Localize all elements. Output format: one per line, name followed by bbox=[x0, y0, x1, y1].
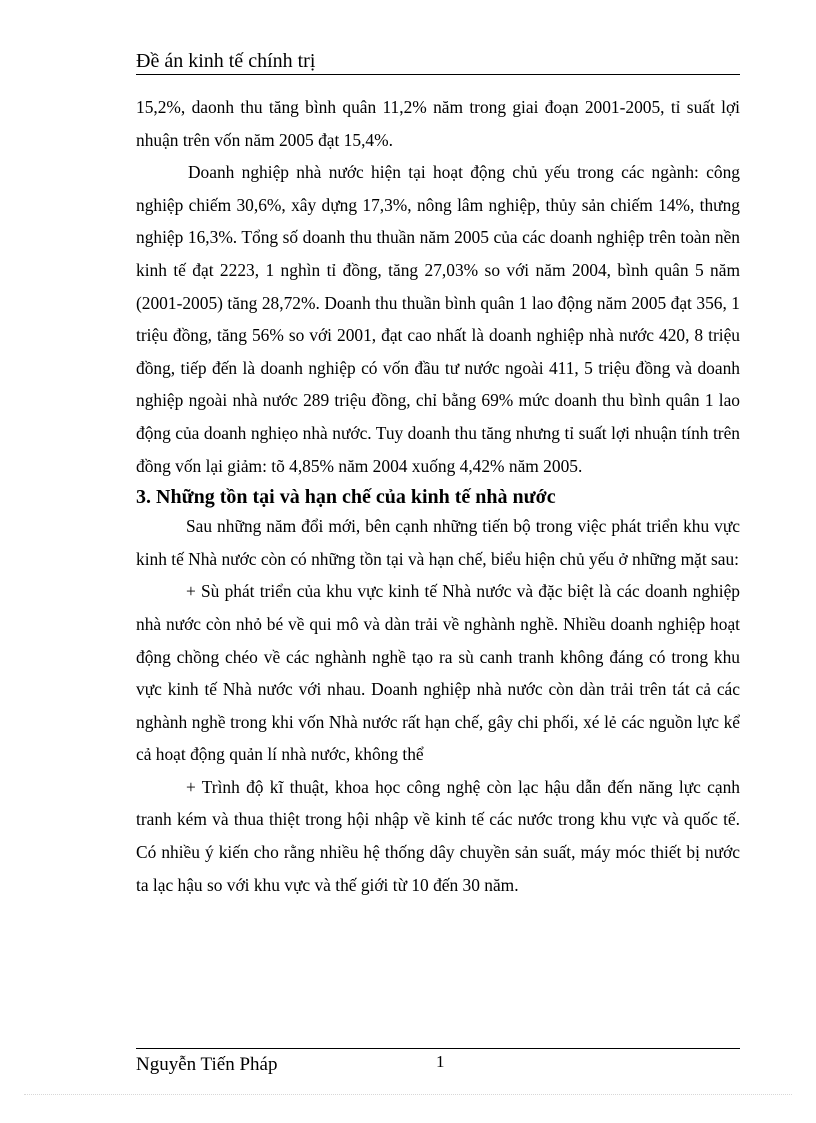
page-edge-divider bbox=[24, 1094, 792, 1095]
paragraph-limitation-technology: + Trình độ kĩ thuật, khoa học công nghệ còn lạc hậu dẫn đến năng lực cạnh tranh kém và thua thiệt trong hội nhập về kinh tế các nước trong khu vực và quốc tế. Có nhiều ý kiến cho rằng nhiều hệ thống dây chuyền sản suất, máy móc thiết bị nước ta lạc hậu so với khu vực và thế giới từ 10 đến 30 năm. bbox=[136, 776, 740, 895]
page-footer bbox=[136, 1048, 740, 1079]
paragraph-limitation-scale: + Sù phát triển của khu vực kinh tế Nhà nước và đặc biệt là các doanh nghiệp nhà nước còn nhỏ bé về qui mô và dàn trải về nghành nghề. Nhiều doanh nghiệp hoạt động chồng chéo về các nghành nghề tạo ra sù canh tranh không đáng có trong khu vực kinh tế Nhà nước với nhau. Doanh nghiệp nhà nước còn dàn trải trên tát cả các nghành nghề trong khi vốn Nhà nước rất hạn chế, gây chi phối, xé lẻ các nguồn lực kể cả hoạt động quản lí nhà nước, không thể bbox=[136, 581, 740, 765]
paragraph-revenue-growth: 15,2%, daonh thu tăng bình quân 11,2% năm trong giai đoạn 2001-2005, tỉ suất lợi nhuận trên vốn năm 2005 đạt 15,4%. bbox=[136, 97, 740, 150]
author-name: Nguyễn Tiến Pháp bbox=[136, 1054, 278, 1075]
paragraph-state-enterprise-sectors: Doanh nghiệp nhà nước hiện tại hoạt động chủ yếu trong các ngành: công nghiệp chiếm 30,6%, xây dựng 17,3%, nông lâm nghiệp, thủy sản chiếm 14%, thưng nghiệp 16,3%. Tổng số doanh thu thuần năm 2005 của các doanh nghiệp trên toàn nền kinh tế đạt 2223, 1 nghìn tỉ đồng, tăng 27,03% so với năm 2004, bình quân 5 năm (2001-2005) tăng 28,72%. Doanh thu thuần bình quân 1 lao động năm 2005 đạt 356, 1 triệu đồng, tăng 56% so với 2001, đạt cao nhất là doanh nghiệp nhà nước 420, 8 triệu đồng, tiếp đến là doanh nghiệp có vốn đầu tư nước ngoài 411, 5 triệu đồng và doanh nghiệp ngoài nhà nước 289 triệu đồng, chỉ bằng 69% mức doanh thu bình quân 1 lao động của doanh nghiẹo nhà nước. Tuy doanh thu tăng nhưng tỉ suất lợi nhuận tính trên đồng vốn lại giảm: tõ 4,85% năm 2004 xuống 4,42% năm 2005. bbox=[136, 162, 740, 476]
document-title: Đề án kinh tế chính trị bbox=[136, 50, 316, 72]
document-body bbox=[136, 91, 740, 901]
section-heading: 3. Những tồn tại và hạn chế của kinh tế nhà nước bbox=[136, 486, 556, 509]
page-number: 1 bbox=[436, 1052, 445, 1071]
paragraph-limitations-intro: Sau những năm đổi mới, bên cạnh những tiến bộ trong việc phát triển khu vực kinh tế Nhà nước còn có những tồn tại và hạn chế, biểu hiện chủ yếu ở những mặt sau: bbox=[136, 516, 740, 569]
page-header bbox=[136, 48, 740, 75]
